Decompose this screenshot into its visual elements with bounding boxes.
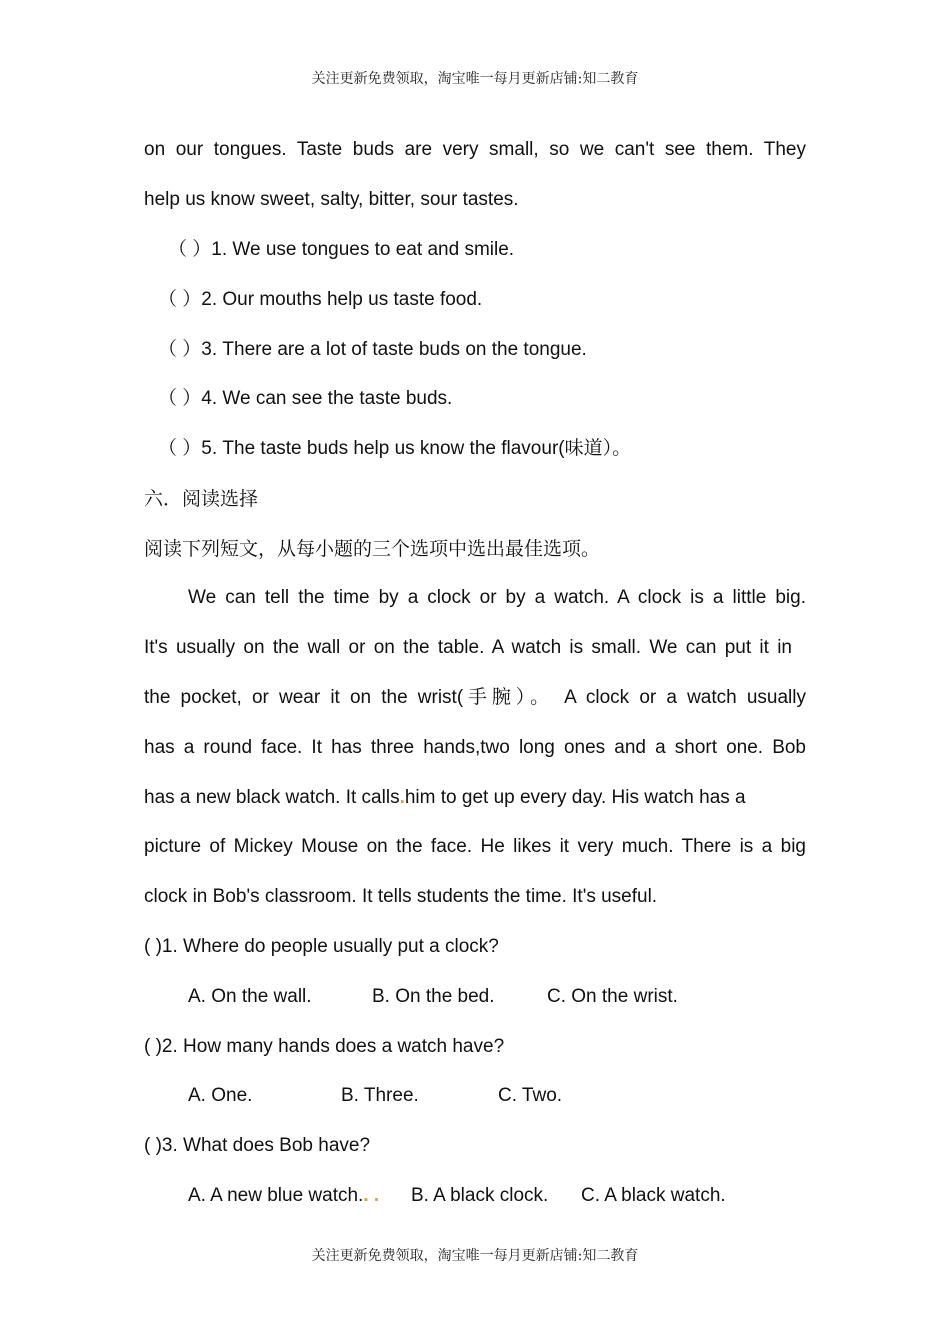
- q3-option-c: C. A black watch.: [581, 1185, 726, 1206]
- q2-option-a: A. One.: [188, 1085, 253, 1106]
- section-instruction: 阅读下列短文，从每小题的三个选项中选出最佳选项。: [144, 538, 601, 560]
- page-footer: 关注更新免费领取，淘宝唯一每月更新店铺:知二教育: [311, 1248, 639, 1264]
- passage-line: on our tongues. Taste buds are very small, so we can't see them. They: [144, 139, 806, 160]
- passage-line-part: has a new black watch. It calls: [144, 787, 400, 808]
- tf-item-2: （ ）2. Our mouths help us taste food.: [158, 289, 483, 310]
- tf-item-4: （ ）4. We can see the taste buds.: [158, 388, 453, 409]
- passage-line-part: him to get up every day. His watch has a: [404, 787, 746, 808]
- tf-item-3: （ ）3. There are a lot of taste buds on the tongue.: [158, 339, 587, 360]
- q2-option-c: C. Two.: [498, 1085, 563, 1106]
- question-stem-2: ( )2. How many hands does a watch have?: [144, 1036, 505, 1057]
- q3-option-b: B. A black clock.: [411, 1185, 549, 1206]
- q1-option-c: C. On the wrist.: [547, 986, 678, 1007]
- passage-line: has a round face. It has three hands,two long ones and a short one. Bob: [144, 737, 806, 758]
- question-stem-3: ( )3. What does Bob have?: [144, 1135, 371, 1156]
- question-stem-1: ( )1. Where do people usually put a clock?: [144, 936, 499, 957]
- page-header: 关注更新免费领取，淘宝唯一每月更新店铺:知二教育: [311, 71, 639, 87]
- q2-option-b: B. Three.: [341, 1085, 419, 1106]
- q1-option-a: A. On the wall.: [188, 986, 312, 1007]
- passage-line: help us know sweet, salty, bitter, sour tastes.: [144, 189, 519, 210]
- margin-mark: . .: [363, 1185, 380, 1206]
- passage-line: clock in Bob's classroom. It tells students the time. It's useful.: [144, 886, 658, 907]
- passage-line: the pocket, or wear it on the wrist(手腕）。 A clock or a watch usually: [144, 687, 806, 708]
- q3-option-a: [188, 1184, 379, 1208]
- passage-line: It's usually on the wall or on the table. A watch is small. We can put it in: [144, 637, 792, 658]
- section-title: 六．阅读选择: [144, 488, 259, 510]
- q3-option-a-text: A. A new blue watch.: [188, 1185, 364, 1206]
- tf-item-1: （ ）1. We use tongues to eat and smile.: [168, 239, 515, 260]
- passage-line: We can tell the time by a clock or by a watch. A clock is a little big.: [188, 587, 806, 608]
- passage-line: picture of Mickey Mouse on the face. He likes it very much. There is a big: [144, 836, 806, 857]
- q1-option-b: B. On the bed.: [372, 986, 495, 1007]
- passage-line: [144, 786, 746, 810]
- tf-item-5: （ ）5. The taste buds help us know the flavour(味道）。: [158, 438, 632, 459]
- margin-mark: .: [399, 787, 405, 808]
